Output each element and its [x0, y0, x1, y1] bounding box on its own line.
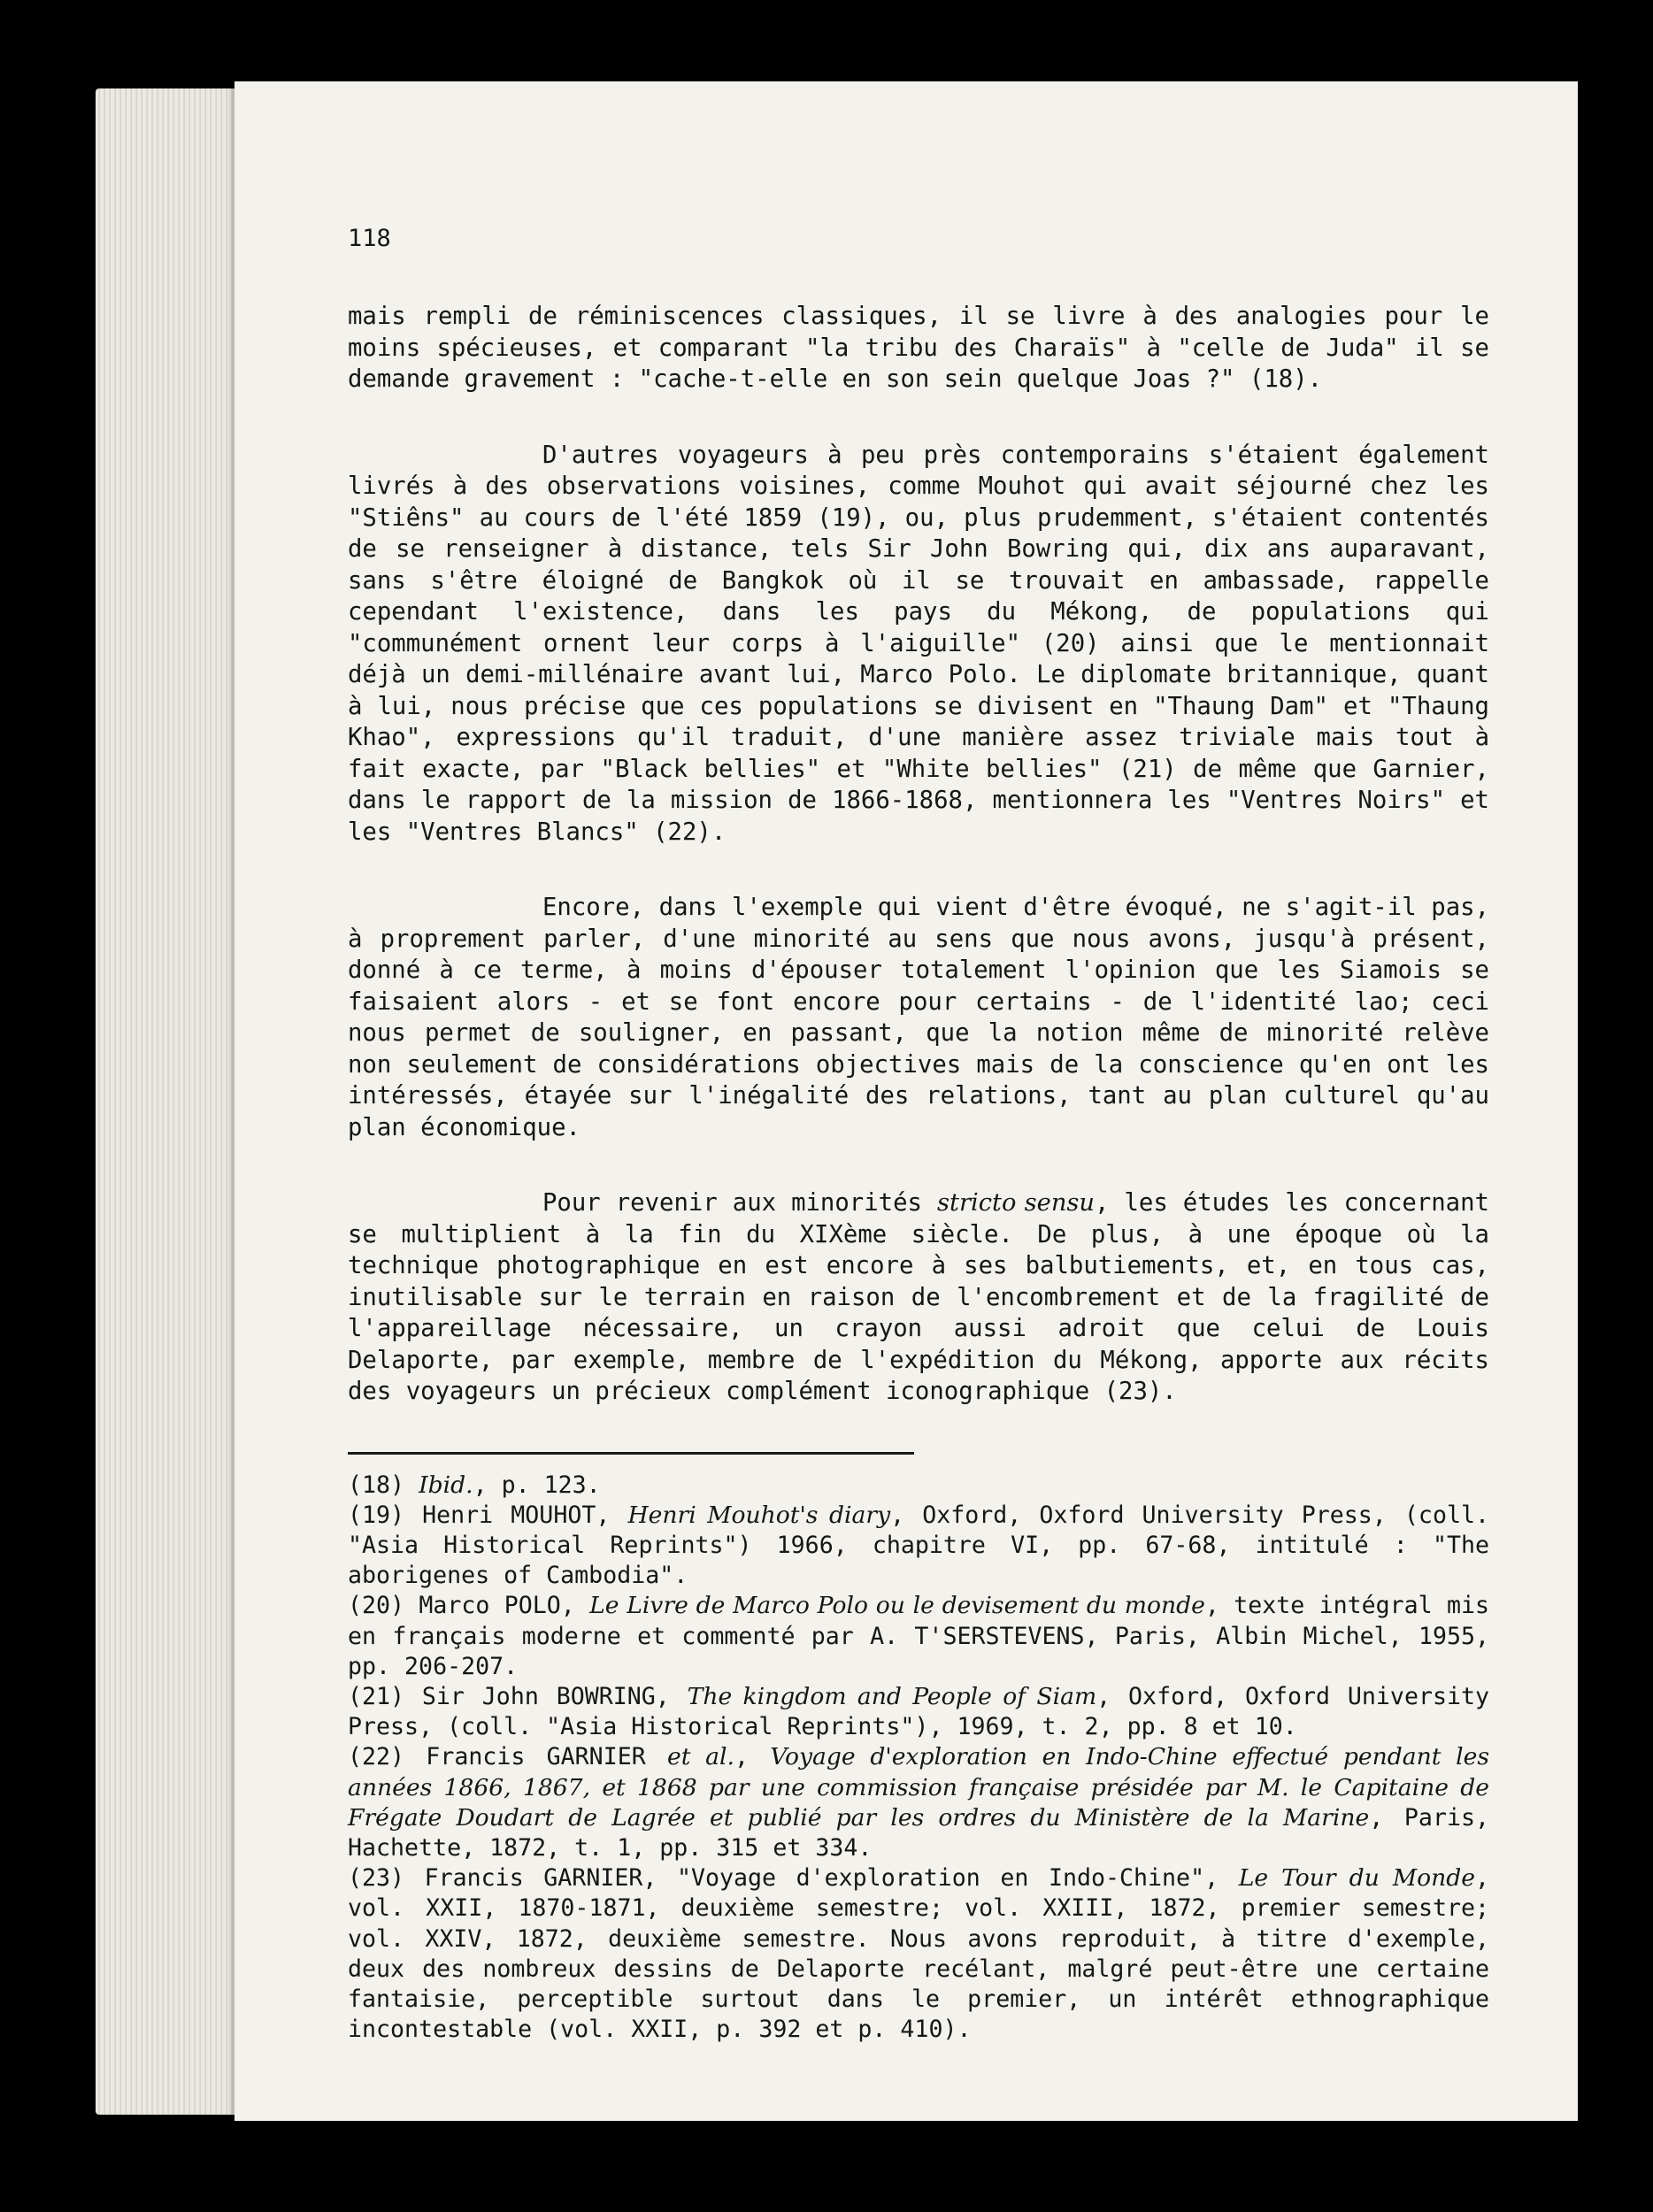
footnote-22-text: , Paris, Hachette, 1872, t. 1, pp. 315 et 334.: [348, 1803, 1489, 1862]
footnote-19: [348, 1501, 1489, 1592]
footnote-20: [348, 1591, 1489, 1682]
footnote-20-italic: Le Livre de Marco Polo ou le devisement du monde: [589, 1592, 1205, 1620]
footnote-22-number: (22) Francis GARNIER: [348, 1743, 667, 1771]
book-page-edges: [96, 88, 246, 2115]
footnote-23-text: , vol. XXII, 1870-1871, deuxième semestre; vol. XXIII, 1872, premier semestre; vol. XXIV, 1872, deuxième semestre. Nous avons reproduit, à titre d'exemple, deux des nombreux dessins de Delaporte recélant, malgré peut-être une certaine fantaisie, perceptible surtout dans le premier, un intérêt ethnographique incontestable (vol. XXII, p. 392 et p. 410).: [348, 1864, 1489, 2044]
footnote-18-number: (18): [348, 1471, 419, 1499]
footnote-separator: [348, 1452, 914, 1455]
footnote-21: [348, 1682, 1489, 1742]
footnote-21-italic: The kingdom and People of Siam: [687, 1682, 1097, 1710]
page-number: 118: [348, 225, 391, 252]
footnote-19-text: , Oxford, Oxford University Press, (coll. "Asia Historical Reprints") 1966, chapitre VI, pp. 67-68, intitulé : "The aborigenes of Cambodia".: [348, 1501, 1489, 1590]
paragraph-4-italic-term: stricto sensu: [936, 1189, 1096, 1217]
footnote-20-text: , texte intégral mis en français moderne et commenté par A. T'SERSTEVENS, Paris, Albin Michel, 1955, pp. 206-207.: [348, 1592, 1490, 1680]
footnote-18-text: , p. 123.: [473, 1471, 601, 1499]
footnote-18-italic: Ibid.: [419, 1471, 473, 1499]
footnotes: [348, 1471, 1489, 2046]
footnote-21-number: (21) Sir John BOWRING,: [348, 1682, 688, 1710]
footnote-21-text: , Oxford, Oxford University Press, (coll. "Asia Historical Reprints"), 1969, t. 2, pp. 8 et 10.: [348, 1682, 1490, 1741]
paragraph-3: Encore, dans l'exemple qui vient d'être évoqué, ne s'agit-il pas, à proprement parler, d'une minorité au sens que nous avons, jusqu'à présent, donné à ce terme, à moins d'épouser totalement l'opinion que les Siamois se faisaient alors - et se font encore pour certains - de l'identité lao; ceci nous permet de souligner, en passant, que la notion même de minorité relève non seulement de considérations objectives mais de la conscience qu'en ont les intéressés, étayée sur l'inégalité des relations, tant au plan culturel qu'au plan économique.: [348, 894, 1489, 1141]
paragraph-4: [348, 1187, 1489, 1408]
footnote-23-italic: Le Tour du Monde: [1238, 1864, 1475, 1893]
footnote-19-number: (19) Henri MOUHOT,: [348, 1501, 628, 1529]
footnote-20-number: (20) Marco POLO,: [348, 1592, 590, 1620]
book-page: [234, 81, 1578, 2121]
footnote-19-italic: Henri Mouhot's diary: [627, 1501, 891, 1529]
page-content: [348, 223, 1489, 2045]
paragraph-1: mais rempli de réminiscences classiques, il se livre à des analogies pour le moins spécieuses, et comparant "la tribu des Charaïs" à "celle de Juda" il se demande gravement : "cache-t-elle en son sein quelque Joas ?" (18).: [348, 303, 1489, 393]
footnote-22-italic-2: Voyage d'exploration en Indo-Chine effectué pendant les années 1866, 1867, et 1868 par une commission française présidée par M. le Capitaine de Frégate Doudart de Lagrée et publié par les ordres du Ministère de la Marine: [348, 1743, 1489, 1832]
footnote-22: [348, 1742, 1489, 1863]
footnote-23-number: (23) Francis GARNIER, "Voyage d'exploration en Indo-Chine",: [348, 1864, 1239, 1893]
footnote-22-italic-1: et al.: [667, 1743, 734, 1771]
footnote-18: [348, 1471, 1489, 1501]
paragraph-2: D'autres voyageurs à peu près contemporains s'étaient également livrés à des observations voisines, comme Mouhot qui avait séjourné chez les "Stiêns" au cours de l'été 1859 (19), ou, plus prudemment, s'étaient contentés de se renseigner à distance, tels Sir John Bowring qui, dix ans auparavant, sans s'être éloigné de Bangkok où il se trouvait en ambassade, rappelle cependant l'existence, dans les pays du Mékong, de populations qui "communément ornent leur corps à l'aiguille" (20) ainsi que le mentionnait déjà un demi-millénaire avant lui, Marco Polo. Le diplomate britannique, quant à lui, nous précise que ces populations se divisent en "Thaung Dam" et "Thaung Khao", expressions qu'il traduit, d'une manière assez triviale mais tout à fait exacte, par "Black bellies" et "White bellies" (21) de même que Garnier, dans le rapport de la mission de 1866-1868, mentionnera les "Ventres Noirs" et les "Ventres Blancs" (22).: [348, 441, 1489, 846]
footnote-23: [348, 1863, 1489, 2045]
footnote-22-mid: ,: [734, 1743, 771, 1771]
paragraph-4-text-before: Pour revenir aux minorités: [542, 1189, 937, 1217]
paragraph-4-text-after: , les études les concernant se multiplient à la fin du XIXème siècle. De plus, à une époque où la technique photographique en est encore à ses balbutiements, et, en tous cas, inutilisable sur le terrain en raison de l'encombrement et de la fragilité de l'appareillage nécessaire, un crayon aussi adroit que celui de Louis Delaporte, par exemple, membre de l'expédition du Mékong, apporte aux récits des voyageurs un précieux complément iconographique (23).: [348, 1189, 1489, 1405]
